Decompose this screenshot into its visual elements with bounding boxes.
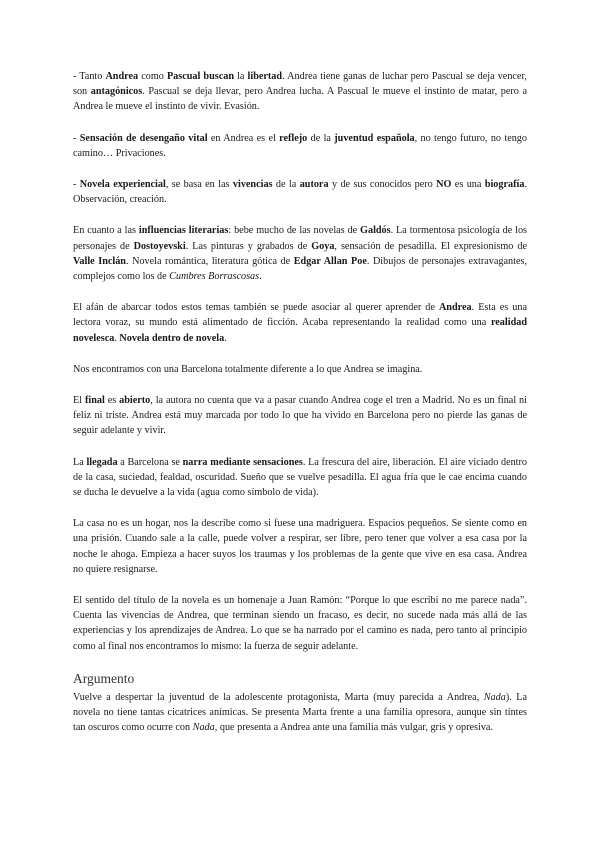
italic-text: Nada <box>192 722 215 734</box>
text-run: , que presenta a Andrea ante una familia más vulgar, gris y opresiva. <box>214 722 493 734</box>
text-run: a Barcelona se <box>117 456 183 468</box>
bold-text: reflejo <box>279 132 308 144</box>
text-run: . Observación, creación. <box>73 179 527 206</box>
paragraph-final <box>73 393 527 439</box>
text-run: La <box>73 456 87 468</box>
text-run: es una <box>451 179 485 191</box>
paragraph-afan <box>73 300 527 346</box>
paragraph-novela-experiencial <box>73 177 527 207</box>
bold-text: Galdós <box>360 225 391 237</box>
text-run: y de sus conocidos pero <box>328 179 437 191</box>
text-run: . Pascual se deja llevar, pero Andrea lucha. A Pascual le mueve el instinto de matar, pero a Andrea le mueve el instinto de vivir. Evasión. <box>73 86 527 113</box>
text-run: - Tanto <box>73 71 106 82</box>
text-run: El <box>73 395 85 407</box>
bold-text: NO <box>436 179 452 191</box>
bold-text: Pascual buscan <box>166 71 234 82</box>
text-run: . Novela romántica, literatura gótica de <box>125 255 294 267</box>
bold-text: Novela dentro de novela <box>119 332 225 344</box>
text-run: En cuanto a las <box>73 225 139 237</box>
text-run: El sentido del título de la novela es un homenaje a Juan Ramón: “Porque lo que escribí no me parece nada”. Cuenta las vivencias de Andrea, que terminan siendo un fracaso, es decir, no sucede nada más allá de las experiencias y los aprendizajes de Andrea. Lo que se ha narrado por el camino es nada, pero tanto al principio como al final nos encontramos lo mismo: la fuerza de seguir adelante. <box>73 595 527 652</box>
paragraph-influencias <box>73 223 527 284</box>
paragraph-barcelona <box>73 362 527 377</box>
text-run: en Andrea es el <box>207 132 280 144</box>
bold-text: Novela experiencial <box>79 179 166 191</box>
bold-text: Goya <box>311 240 335 252</box>
bold-text: juventud española <box>334 132 415 144</box>
bold-text: libertad <box>247 71 283 82</box>
text-run: La casa no es un hogar, nos la describe como si fuese una madriguera. Espacios pequeños. Se siente como en una prisión. Cuando sale a la calle, puede volver a respirar, ser libre, pero tener que volver a esa casa por la noche le ahoga. Empieza a hacer suyos los traumas y los problemas de la gente que vive en esa casa. Andrea no quiere resignarse. <box>73 518 527 575</box>
text-run: . <box>114 332 120 344</box>
text-run: es <box>104 395 120 407</box>
bold-text: vivencias <box>232 179 273 191</box>
text-run: . Las pinturas y grabados de <box>185 240 312 252</box>
text-run: ). La novela no tiene tantas cicatrices anímicas. Se presenta Marta frente a una familia opresora, aunque sin tintes tan oscuros como ocurre con <box>73 691 528 734</box>
text-run: . La frescura del aire, liberación. El aire viciado dentro de la casa, suciedad, fealdad, oscuridad. Sueño que se vuelve pesadilla. El agua fría que le cae encima cuando se ducha le devuelve a la vida (agua como símbolo de vida). <box>73 456 528 499</box>
bold-text: biografía <box>484 179 525 191</box>
bold-text: final <box>84 395 105 407</box>
text-run: de la <box>272 179 300 191</box>
text-run: , se basa en las <box>165 179 233 191</box>
bold-text: antagónicos <box>90 86 143 98</box>
text-run: - <box>73 132 80 144</box>
text-run: Nos encontramos con una Barcelona totalmente diferente a lo que Andrea se imagina. <box>73 363 423 375</box>
bold-text: abierto <box>119 395 151 407</box>
text-run: . La tormentosa psicología de los personajes de <box>73 225 528 252</box>
bold-text: Valle Inclán <box>73 255 126 267</box>
text-run: , no tengo futuro, no tengo camino… Privaciones. <box>73 132 527 159</box>
bold-text: Edgar Allan Poe <box>293 255 367 267</box>
text-run: . <box>224 332 227 344</box>
bold-text: Andrea <box>105 71 139 82</box>
text-run: El afán de abarcar todos estos temas también se puede asociar al querer aprender de <box>73 302 439 314</box>
text-run: : bebe mucho de las novelas de <box>228 225 361 237</box>
text-run: - <box>73 179 80 191</box>
paragraph-casa <box>73 516 527 577</box>
section-heading-argumento: Argumento <box>73 670 135 686</box>
text-run: . Esta es una lectora voraz, su mundo está alimentado de ficción. Acaba representando la realidad como una <box>73 302 527 329</box>
paragraph-llegada <box>73 455 527 501</box>
bold-text: autora <box>299 179 329 191</box>
bold-text: Sensación de desengaño vital <box>79 132 208 144</box>
bold-text: narra mediante sensaciones <box>182 456 303 468</box>
bold-text: realidad novelesca <box>73 317 527 344</box>
document-body <box>73 69 527 736</box>
text-run: . Andrea tiene ganas de luchar pero Pascual se deja vencer, son <box>73 71 527 98</box>
paragraph-argumento <box>73 690 527 736</box>
bold-text: Andrea <box>438 302 472 314</box>
bold-text: llegada <box>86 456 118 468</box>
text-run: . Dibujos de personajes extravagantes, complejos como los de <box>73 255 527 283</box>
italic-text: Nada <box>483 691 506 703</box>
text-run: de la <box>307 132 335 144</box>
text-run: , la autora no cuenta que va a pasar cuando Andrea coge el tren a Madrid. No es un final ni feliz ni triste. Andrea está muy marcada por todo lo que ha vivido en Barcelona pero no pierde las ganas de seguir adelante y vivir. <box>73 395 527 437</box>
text-run: . <box>259 271 262 283</box>
text-run: Vuelve a despertar la juventud de la adolescente protagonista, Marta (muy parecida a Andrea, <box>73 691 484 703</box>
paragraph-desengano <box>73 131 527 161</box>
paragraph-libertad <box>73 69 527 115</box>
paragraph-titulo <box>73 593 527 654</box>
text-run: , sensación de pesadilla. El expresionismo de <box>334 240 527 252</box>
text-run: como <box>138 71 167 82</box>
text-run: la <box>234 71 248 82</box>
italic-text: Cumbres Borrascosas <box>169 271 260 283</box>
bold-text: Dostoyevski <box>133 240 186 252</box>
bold-text: influencias literarias <box>138 225 229 237</box>
